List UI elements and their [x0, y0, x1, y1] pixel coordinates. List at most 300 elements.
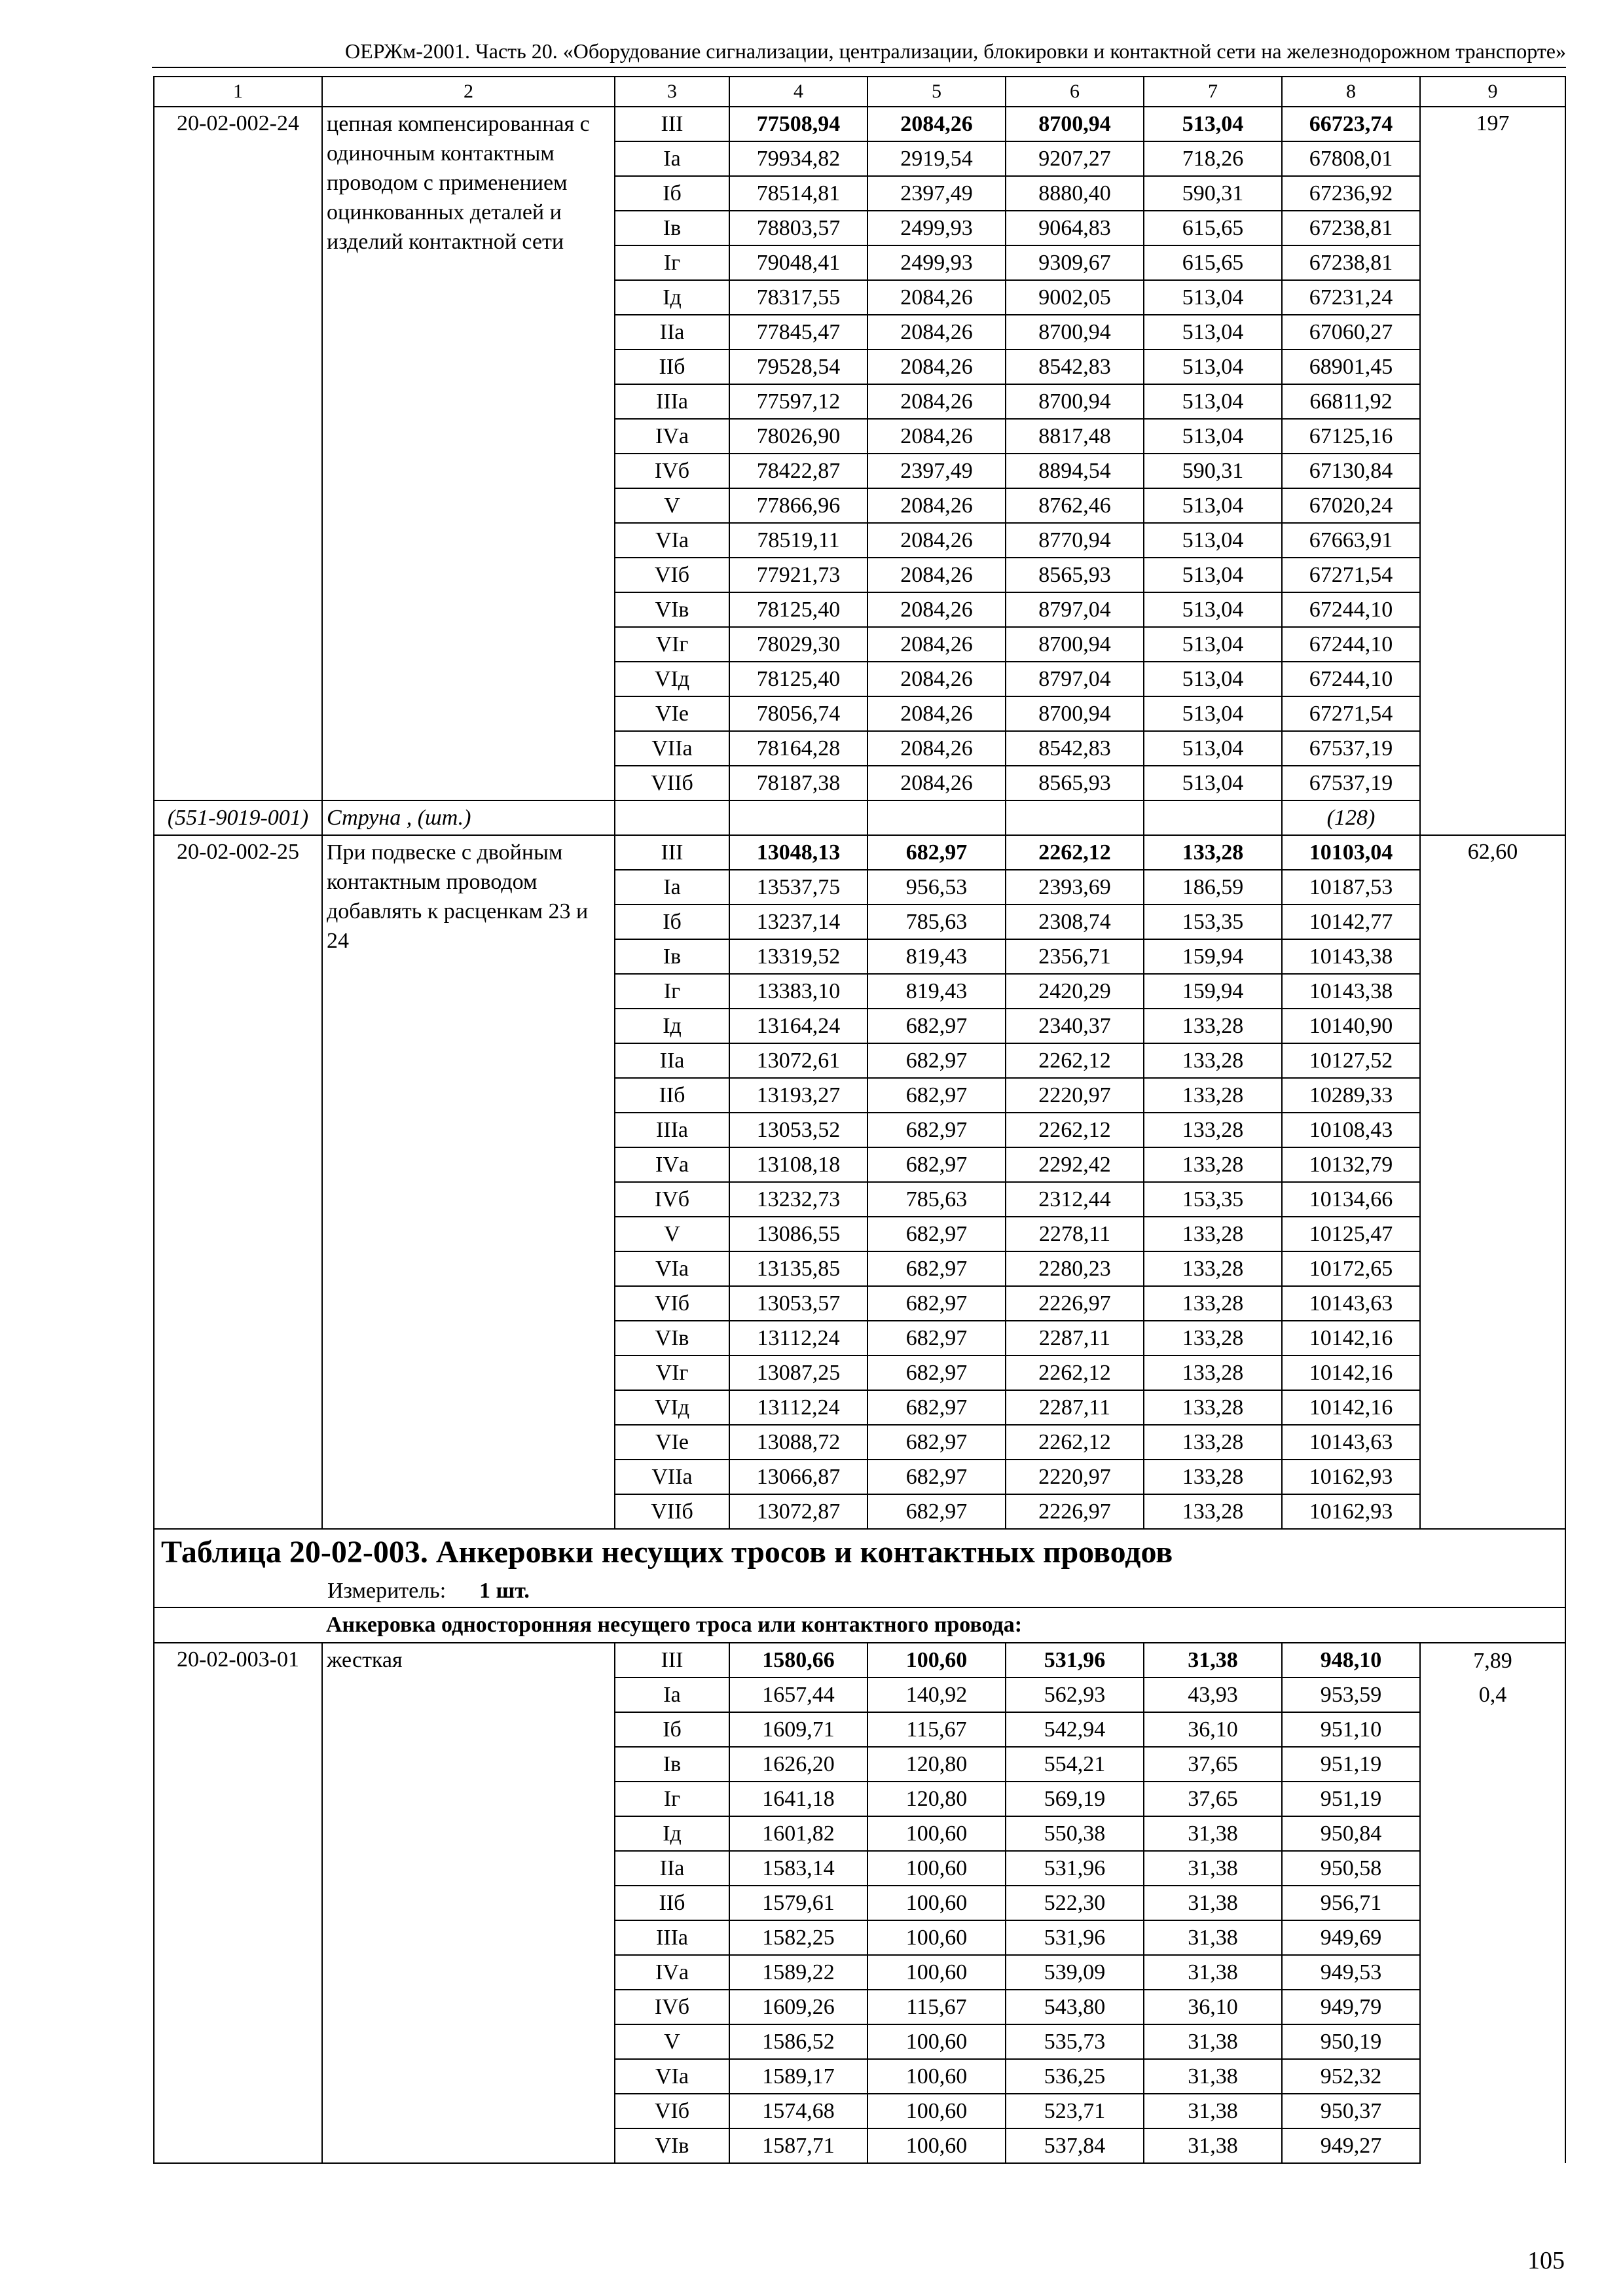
column-number: 3 — [615, 77, 729, 107]
column-number: 1 — [154, 77, 322, 107]
value-cell: 2084,26 — [867, 350, 1006, 384]
value-cell: 8700,94 — [1006, 315, 1144, 350]
entry-extra-empty — [1420, 1747, 1565, 1782]
value-cell: 785,63 — [867, 905, 1006, 939]
value-cell: 133,28 — [1144, 1009, 1282, 1043]
zone-cell: VIе — [615, 1425, 729, 1460]
entry-description: При подвеске с двойным контактным проводом добавлять к расценкам 23 и 24 — [322, 835, 615, 1529]
value-cell: 133,28 — [1144, 835, 1282, 870]
value-cell: 159,94 — [1144, 974, 1282, 1009]
value-cell: 8542,83 — [1006, 350, 1144, 384]
zone-cell: IVб — [615, 1182, 729, 1217]
value-cell: 13072,61 — [729, 1043, 867, 1078]
table-row — [154, 1643, 1565, 1677]
value-cell: 78422,87 — [729, 454, 867, 488]
table-title-row — [154, 1529, 1565, 1575]
zone-cell: VIб — [615, 1286, 729, 1321]
zone-cell: Ia — [615, 1677, 729, 1712]
value-cell: 13319,52 — [729, 939, 867, 974]
value-cell: 78029,30 — [729, 627, 867, 662]
value-cell: 682,97 — [867, 1217, 1006, 1251]
value-cell: 153,35 — [1144, 905, 1282, 939]
value-cell: 590,31 — [1144, 176, 1282, 211]
entry-extra-empty — [1420, 1955, 1565, 1990]
zone-cell: Ia — [615, 141, 729, 176]
value-cell: 133,28 — [1144, 1043, 1282, 1078]
value-cell: 10134,66 — [1282, 1182, 1420, 1217]
zone-cell: III — [615, 1643, 729, 1677]
empty-cell — [1144, 800, 1282, 835]
value-cell: 2220,97 — [1006, 1460, 1144, 1494]
value-cell: 513,04 — [1144, 384, 1282, 419]
value-cell: 79528,54 — [729, 350, 867, 384]
value-cell: 78026,90 — [729, 419, 867, 454]
zone-cell: IIIа — [615, 384, 729, 419]
value-cell: 2084,26 — [867, 523, 1006, 558]
value-cell: 951,19 — [1282, 1747, 1420, 1782]
value-cell: 513,04 — [1144, 315, 1282, 350]
value-cell: 186,59 — [1144, 870, 1282, 905]
entry-extra-empty — [1420, 1886, 1565, 1920]
value-cell: 8565,93 — [1006, 558, 1144, 592]
value-cell: 100,60 — [867, 1920, 1006, 1955]
value-cell: 67537,19 — [1282, 731, 1420, 766]
zone-cell: III — [615, 107, 729, 141]
entry-extra-empty — [1420, 2059, 1565, 2094]
value-cell: 77866,96 — [729, 488, 867, 523]
value-cell: 10172,65 — [1282, 1251, 1420, 1286]
header-rule — [152, 67, 1566, 68]
value-cell: 682,97 — [867, 1494, 1006, 1529]
entry-extra-empty — [1420, 1920, 1565, 1955]
zone-cell: IIб — [615, 350, 729, 384]
value-cell: 77845,47 — [729, 315, 867, 350]
value-cell: 31,38 — [1144, 2024, 1282, 2059]
value-cell: 539,09 — [1006, 1955, 1144, 1990]
value-cell: 950,84 — [1282, 1816, 1420, 1851]
value-cell: 133,28 — [1144, 1147, 1282, 1182]
zone-cell: Iд — [615, 1009, 729, 1043]
value-cell: 13066,87 — [729, 1460, 867, 1494]
empty-cell — [867, 800, 1006, 835]
zone-cell: VIIа — [615, 1460, 729, 1494]
value-cell: 13537,75 — [729, 870, 867, 905]
value-cell: 2084,26 — [867, 696, 1006, 731]
value-cell: 718,26 — [1144, 141, 1282, 176]
entry-extra-empty — [1420, 1782, 1565, 1816]
value-cell: 1609,26 — [729, 1990, 867, 2024]
zone-cell: VIIб — [615, 766, 729, 800]
value-cell: 77921,73 — [729, 558, 867, 592]
group-heading-row — [154, 1607, 1565, 1643]
value-cell: 2356,71 — [1006, 939, 1144, 974]
value-cell: 67663,91 — [1282, 523, 1420, 558]
value-cell: 13072,87 — [729, 1494, 867, 1529]
zone-cell: Iг — [615, 245, 729, 280]
value-cell: 2919,54 — [867, 141, 1006, 176]
sub-value: (128) — [1282, 800, 1420, 835]
value-cell: 67537,19 — [1282, 766, 1420, 800]
value-cell: 2397,49 — [867, 176, 1006, 211]
value-cell: 590,31 — [1144, 454, 1282, 488]
zone-cell: VIв — [615, 2128, 729, 2163]
value-cell: 2312,44 — [1006, 1182, 1144, 1217]
value-cell: 78317,55 — [729, 280, 867, 315]
value-cell: 8700,94 — [1006, 627, 1144, 662]
entry-description: цепная компенсированная с одиночным контактным проводом с применением оцинкованных деталей и изделий контактной сети — [322, 107, 615, 800]
value-cell: 133,28 — [1144, 1425, 1282, 1460]
value-cell: 2340,37 — [1006, 1009, 1144, 1043]
value-cell: 67244,10 — [1282, 662, 1420, 696]
value-cell: 100,60 — [867, 1643, 1006, 1677]
zone-cell: III — [615, 835, 729, 870]
value-cell: 8880,40 — [1006, 176, 1144, 211]
entry-extra-empty — [1420, 1712, 1565, 1747]
value-cell: 100,60 — [867, 2094, 1006, 2128]
value-cell: 682,97 — [867, 1321, 1006, 1355]
value-cell: 1609,71 — [729, 1712, 867, 1747]
value-cell: 36,10 — [1144, 1990, 1282, 2024]
column-number-row — [154, 77, 1565, 107]
value-cell: 2278,11 — [1006, 1217, 1144, 1251]
table-row — [154, 107, 1565, 141]
column-number: 7 — [1144, 77, 1282, 107]
value-cell: 682,97 — [867, 1147, 1006, 1182]
value-cell: 67125,16 — [1282, 419, 1420, 454]
value-cell: 2262,12 — [1006, 1355, 1144, 1390]
value-cell: 120,80 — [867, 1747, 1006, 1782]
unit-row — [154, 1575, 1565, 1607]
table-row — [154, 835, 1565, 870]
value-cell: 2499,93 — [867, 211, 1006, 245]
value-cell: 513,04 — [1144, 558, 1282, 592]
value-cell: 13112,24 — [729, 1390, 867, 1425]
value-cell: 100,60 — [867, 1851, 1006, 1886]
entry-extra-empty — [1420, 2024, 1565, 2059]
unit-label: Измеритель: — [327, 1579, 447, 1603]
value-cell: 1574,68 — [729, 2094, 867, 2128]
value-cell: 36,10 — [1144, 1712, 1282, 1747]
zone-cell: Iв — [615, 211, 729, 245]
value-cell: 523,71 — [1006, 2094, 1144, 2128]
value-cell: 31,38 — [1144, 2094, 1282, 2128]
value-cell: 13164,24 — [729, 1009, 867, 1043]
zone-cell: Iг — [615, 1782, 729, 1816]
value-cell: 67060,27 — [1282, 315, 1420, 350]
value-cell: 13088,72 — [729, 1425, 867, 1460]
value-cell: 682,97 — [867, 1355, 1006, 1390]
zone-cell: VIа — [615, 523, 729, 558]
value-cell: 10132,79 — [1282, 1147, 1420, 1182]
price-table — [153, 76, 1566, 2164]
zone-cell: IVб — [615, 454, 729, 488]
value-cell: 531,96 — [1006, 1851, 1144, 1886]
zone-cell: VIд — [615, 1390, 729, 1425]
value-cell: 513,04 — [1144, 766, 1282, 800]
value-cell: 133,28 — [1144, 1460, 1282, 1494]
value-cell: 543,80 — [1006, 1990, 1144, 2024]
value-cell: 31,38 — [1144, 1955, 1282, 1990]
zone-cell: Iд — [615, 1816, 729, 1851]
value-cell: 13237,14 — [729, 905, 867, 939]
value-cell: 951,10 — [1282, 1712, 1420, 1747]
value-cell: 67244,10 — [1282, 592, 1420, 627]
entry-extra: 0,4 — [1420, 1677, 1565, 1712]
value-cell: 2397,49 — [867, 454, 1006, 488]
value-cell: 1641,18 — [729, 1782, 867, 1816]
value-cell: 133,28 — [1144, 1494, 1282, 1529]
zone-cell: IIа — [615, 315, 729, 350]
value-cell: 133,28 — [1144, 1321, 1282, 1355]
value-cell: 13053,52 — [729, 1113, 867, 1147]
value-cell: 1582,25 — [729, 1920, 867, 1955]
value-cell: 9309,67 — [1006, 245, 1144, 280]
value-cell: 1626,20 — [729, 1747, 867, 1782]
value-cell: 37,65 — [1144, 1747, 1282, 1782]
value-cell: 78164,28 — [729, 731, 867, 766]
value-cell: 513,04 — [1144, 488, 1282, 523]
value-cell: 13232,73 — [729, 1182, 867, 1217]
value-cell: 8770,94 — [1006, 523, 1144, 558]
value-cell: 37,65 — [1144, 1782, 1282, 1816]
zone-cell: VIIа — [615, 731, 729, 766]
value-cell: 1589,17 — [729, 2059, 867, 2094]
value-cell: 13112,24 — [729, 1321, 867, 1355]
value-cell: 10103,04 — [1282, 835, 1420, 870]
value-cell: 8700,94 — [1006, 384, 1144, 419]
value-cell: 133,28 — [1144, 1078, 1282, 1113]
value-cell: 513,04 — [1144, 419, 1282, 454]
zone-cell: IIIа — [615, 1113, 729, 1147]
value-cell: 10143,38 — [1282, 939, 1420, 974]
value-cell: 140,92 — [867, 1677, 1006, 1712]
value-cell: 8565,93 — [1006, 766, 1144, 800]
value-cell: 13108,18 — [729, 1147, 867, 1182]
value-cell: 13193,27 — [729, 1078, 867, 1113]
value-cell: 31,38 — [1144, 1886, 1282, 1920]
value-cell: 68901,45 — [1282, 350, 1420, 384]
entry-extra-empty — [1420, 2094, 1565, 2128]
value-cell: 2084,26 — [867, 280, 1006, 315]
entry-extra: 7,89 — [1420, 1643, 1565, 1677]
value-cell: 8700,94 — [1006, 696, 1144, 731]
value-cell: 682,97 — [867, 1251, 1006, 1286]
value-cell: 10162,93 — [1282, 1460, 1420, 1494]
entry-extra-empty — [1420, 1990, 1565, 2024]
value-cell: 78514,81 — [729, 176, 867, 211]
value-cell: 13053,57 — [729, 1286, 867, 1321]
value-cell: 1589,22 — [729, 1955, 867, 1990]
value-cell: 513,04 — [1144, 662, 1282, 696]
value-cell: 615,65 — [1144, 245, 1282, 280]
zone-cell: V — [615, 2024, 729, 2059]
value-cell: 2287,11 — [1006, 1390, 1144, 1425]
zone-cell: Iб — [615, 176, 729, 211]
value-cell: 513,04 — [1144, 523, 1282, 558]
value-cell: 956,71 — [1282, 1886, 1420, 1920]
value-cell: 1579,61 — [729, 1886, 867, 1920]
value-cell: 10142,77 — [1282, 905, 1420, 939]
zone-cell: VIв — [615, 1321, 729, 1355]
value-cell: 819,43 — [867, 974, 1006, 1009]
zone-cell: VIг — [615, 627, 729, 662]
value-cell: 8894,54 — [1006, 454, 1144, 488]
value-cell: 10143,63 — [1282, 1425, 1420, 1460]
value-cell: 31,38 — [1144, 1816, 1282, 1851]
value-cell: 77508,94 — [729, 107, 867, 141]
value-cell: 1583,14 — [729, 1851, 867, 1886]
value-cell: 569,19 — [1006, 1782, 1144, 1816]
value-cell: 67244,10 — [1282, 627, 1420, 662]
value-cell: 682,97 — [867, 1043, 1006, 1078]
value-cell: 951,19 — [1282, 1782, 1420, 1816]
value-cell: 535,73 — [1006, 2024, 1144, 2059]
value-cell: 67238,81 — [1282, 245, 1420, 280]
value-cell: 77597,12 — [729, 384, 867, 419]
value-cell: 2226,97 — [1006, 1286, 1144, 1321]
unit-cell — [154, 1575, 1565, 1607]
value-cell: 682,97 — [867, 835, 1006, 870]
value-cell: 2280,23 — [1006, 1251, 1144, 1286]
value-cell: 67130,84 — [1282, 454, 1420, 488]
value-cell: 513,04 — [1144, 107, 1282, 141]
value-cell: 9064,83 — [1006, 211, 1144, 245]
value-cell: 531,96 — [1006, 1643, 1144, 1677]
value-cell: 1657,44 — [729, 1677, 867, 1712]
value-cell: 2220,97 — [1006, 1078, 1144, 1113]
zone-cell: VIа — [615, 2059, 729, 2094]
value-cell: 550,38 — [1006, 1816, 1144, 1851]
value-cell: 554,21 — [1006, 1747, 1144, 1782]
value-cell: 2084,26 — [867, 662, 1006, 696]
value-cell: 682,97 — [867, 1390, 1006, 1425]
entry-extra-empty — [1420, 1851, 1565, 1886]
value-cell: 31,38 — [1144, 1920, 1282, 1955]
empty-cell — [1006, 800, 1144, 835]
value-cell: 948,10 — [1282, 1643, 1420, 1677]
value-cell: 10108,43 — [1282, 1113, 1420, 1147]
value-cell: 10142,16 — [1282, 1321, 1420, 1355]
value-cell: 682,97 — [867, 1286, 1006, 1321]
zone-cell: IIа — [615, 1851, 729, 1886]
value-cell: 2084,26 — [867, 488, 1006, 523]
column-number: 4 — [729, 77, 867, 107]
value-cell: 100,60 — [867, 2059, 1006, 2094]
value-cell: 78187,38 — [729, 766, 867, 800]
zone-cell: VIе — [615, 696, 729, 731]
column-number: 8 — [1282, 77, 1420, 107]
zone-cell: Iв — [615, 939, 729, 974]
value-cell: 2393,69 — [1006, 870, 1144, 905]
value-cell: 133,28 — [1144, 1355, 1282, 1390]
value-cell: 513,04 — [1144, 696, 1282, 731]
zone-cell: IVа — [615, 1955, 729, 1990]
value-cell: 2308,74 — [1006, 905, 1144, 939]
column-number: 6 — [1006, 77, 1144, 107]
value-cell: 2262,12 — [1006, 1043, 1144, 1078]
column-number: 9 — [1420, 77, 1565, 107]
value-cell: 513,04 — [1144, 280, 1282, 315]
value-cell: 1587,71 — [729, 2128, 867, 2163]
value-cell: 120,80 — [867, 1782, 1006, 1816]
value-cell: 100,60 — [867, 1816, 1006, 1851]
value-cell: 2262,12 — [1006, 835, 1144, 870]
value-cell: 115,67 — [867, 1990, 1006, 2024]
value-cell: 13135,85 — [729, 1251, 867, 1286]
value-cell: 13383,10 — [729, 974, 867, 1009]
value-cell: 952,32 — [1282, 2059, 1420, 2094]
value-cell: 8817,48 — [1006, 419, 1144, 454]
value-cell: 10143,63 — [1282, 1286, 1420, 1321]
zone-cell: Iв — [615, 1747, 729, 1782]
value-cell: 2084,26 — [867, 592, 1006, 627]
zone-cell: Ia — [615, 870, 729, 905]
value-cell: 100,60 — [867, 1955, 1006, 1990]
value-cell: 537,84 — [1006, 2128, 1144, 2163]
value-cell: 1580,66 — [729, 1643, 867, 1677]
table-title: Таблица 20-02-003. Анкеровки несущих тросов и контактных проводов — [154, 1529, 1565, 1575]
column-number: 5 — [867, 77, 1006, 107]
value-cell: 950,58 — [1282, 1851, 1420, 1886]
value-cell: 10142,16 — [1282, 1355, 1420, 1390]
value-cell: 79048,41 — [729, 245, 867, 280]
value-cell: 133,28 — [1144, 1217, 1282, 1251]
value-cell: 615,65 — [1144, 211, 1282, 245]
value-cell: 513,04 — [1144, 627, 1282, 662]
column-number: 2 — [322, 77, 615, 107]
zone-cell: VIIб — [615, 1494, 729, 1529]
value-cell: 682,97 — [867, 1078, 1006, 1113]
entry-extra-empty — [1420, 1816, 1565, 1851]
zone-cell: IVа — [615, 419, 729, 454]
zone-cell: Iд — [615, 280, 729, 315]
page-header: ОЕРЖм-2001. Часть 20. «Оборудование сигнализации, централизации, блокировки и контактной сети на железнодорожном транспорте» — [345, 39, 1566, 63]
value-cell: 949,27 — [1282, 2128, 1420, 2163]
value-cell: 13048,13 — [729, 835, 867, 870]
value-cell: 67231,24 — [1282, 280, 1420, 315]
value-cell: 953,59 — [1282, 1677, 1420, 1712]
value-cell: 133,28 — [1144, 1251, 1282, 1286]
value-cell: 100,60 — [867, 2024, 1006, 2059]
zone-cell: Iб — [615, 905, 729, 939]
value-cell: 2084,26 — [867, 419, 1006, 454]
value-cell: 682,97 — [867, 1460, 1006, 1494]
sub-code: (551-9019-001) — [154, 800, 322, 835]
value-cell: 67020,24 — [1282, 488, 1420, 523]
value-cell: 66811,92 — [1282, 384, 1420, 419]
value-cell: 133,28 — [1144, 1390, 1282, 1425]
value-cell: 67271,54 — [1282, 696, 1420, 731]
value-cell: 2084,26 — [867, 766, 1006, 800]
value-cell: 10142,16 — [1282, 1390, 1420, 1425]
zone-cell: Iб — [615, 1712, 729, 1747]
zone-cell: IIа — [615, 1043, 729, 1078]
value-cell: 2226,97 — [1006, 1494, 1144, 1529]
zone-cell: IVа — [615, 1147, 729, 1182]
empty-cell — [615, 800, 729, 835]
value-cell: 79934,82 — [729, 141, 867, 176]
zone-cell: VIа — [615, 1251, 729, 1286]
value-cell: 8797,04 — [1006, 592, 1144, 627]
value-cell: 115,67 — [867, 1712, 1006, 1747]
value-cell: 67236,92 — [1282, 176, 1420, 211]
unit-value: 1 шт. — [479, 1579, 530, 1603]
value-cell: 153,35 — [1144, 1182, 1282, 1217]
zone-cell: IVб — [615, 1990, 729, 2024]
entry-description: жесткая — [322, 1643, 615, 2163]
value-cell: 2084,26 — [867, 384, 1006, 419]
zone-cell: VIб — [615, 2094, 729, 2128]
